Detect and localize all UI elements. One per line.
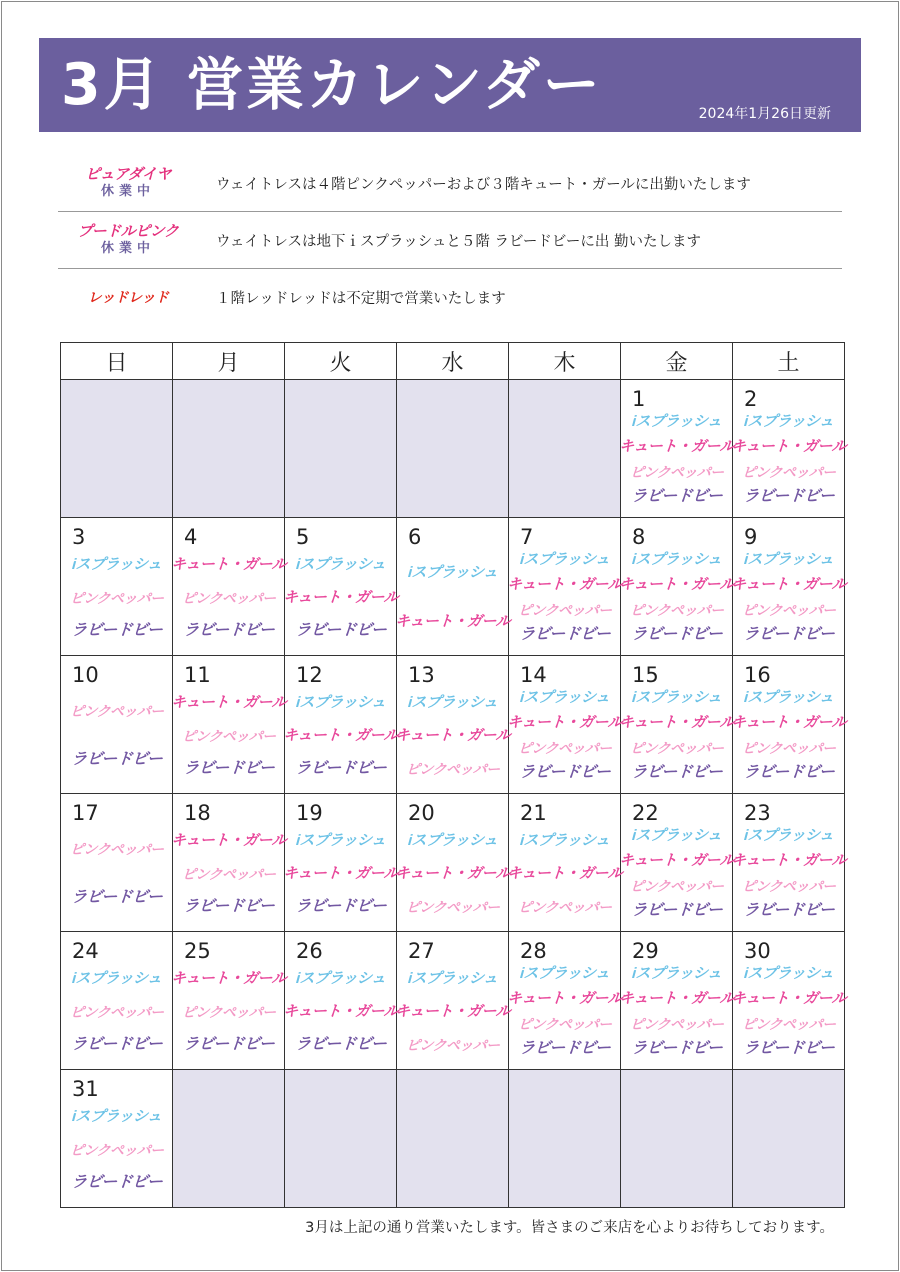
day-number: 15: [632, 663, 659, 687]
shop-label-cute: キュート・ガール: [618, 714, 735, 732]
day-number: 23: [744, 801, 771, 825]
open-shops: [282, 686, 399, 785]
shop-label-splash: iスプラッシュ: [295, 555, 386, 573]
shop-label-rabbi: ラビードビー: [518, 1039, 611, 1057]
day-cell: [61, 932, 173, 1070]
open-shops: [618, 410, 735, 509]
day-cell: [730, 380, 847, 518]
open-shops: [394, 962, 511, 1061]
shop-label-cute: キュート・ガール: [170, 831, 287, 849]
day-cell: [618, 794, 735, 932]
shop-label-pepper: ピンクペッパー: [517, 898, 612, 915]
day-number: 4: [184, 525, 198, 549]
open-shops: [61, 548, 172, 647]
empty-day-cell: [173, 380, 285, 518]
shop-label-rabbi: ラビードビー: [630, 487, 723, 505]
shop-label-pepper: ピンクペッパー: [181, 1003, 276, 1020]
open-shops: [618, 962, 735, 1061]
shop-label-pepper: ピンクペッパー: [181, 589, 276, 606]
shop-label-splash: iスプラッシュ: [519, 831, 610, 849]
day-cell: [282, 518, 399, 656]
week-row: [61, 932, 845, 1070]
shop-label-cute: キュート・ガール: [730, 438, 847, 456]
shop-label-cute: キュート・ガール: [730, 990, 847, 1008]
shop-label-splash: iスプラッシュ: [407, 969, 498, 987]
open-shops: [506, 548, 623, 647]
day-number: 24: [72, 939, 99, 963]
empty-day-cell: [173, 1070, 285, 1208]
day-number: 29: [632, 939, 659, 963]
day-number: 13: [408, 663, 435, 687]
weekday-sun: 日: [61, 343, 173, 380]
shop-label-splash: iスプラッシュ: [743, 689, 834, 707]
calendar-body: [61, 380, 845, 1208]
open-shops: [618, 548, 735, 647]
day-number: 28: [520, 939, 547, 963]
day-number: 20: [408, 801, 435, 825]
day-number: 16: [744, 663, 771, 687]
shop-label-cute: キュート・ガール: [394, 726, 511, 744]
shop-label-splash: iスプラッシュ: [631, 551, 722, 569]
day-number: 5: [296, 525, 310, 549]
shop-label-splash: iスプラッシュ: [519, 551, 610, 569]
day-cell: [170, 518, 287, 656]
day-cell: [506, 518, 623, 656]
shop-label-pepper: ピンクペッパー: [69, 589, 164, 606]
empty-day-cell: [509, 380, 621, 518]
shop-label-cute: キュート・ガール: [618, 576, 735, 594]
shop-label-splash: iスプラッシュ: [519, 965, 610, 983]
day-number: 7: [520, 525, 534, 549]
day-number: 2: [744, 387, 758, 411]
shop-label-rabbi: ラビードビー: [70, 621, 163, 639]
shop-label-rabbi: ラビードビー: [70, 889, 163, 907]
notice-text: ウェイトレスは地下ｉスプラッシュと５階 ラビードビーに出 勤いたします: [216, 233, 701, 250]
shop-label-cute: キュート・ガール: [170, 693, 287, 711]
open-shops: [170, 548, 287, 647]
empty-day-cell: [509, 1070, 621, 1208]
shop-label-cute: キュート・ガール: [394, 864, 511, 882]
open-shops: [394, 686, 511, 785]
shop-label-rabbi: ラビードビー: [630, 625, 723, 643]
shop-label-rabbi: ラビードビー: [742, 1039, 835, 1057]
shop-label-rabbi: ラビードビー: [70, 1035, 163, 1053]
shop-label-pepper: ピンクペッパー: [517, 601, 612, 618]
day-number: 19: [296, 801, 323, 825]
notice-item: [58, 269, 842, 326]
shop-label-cute: キュート・ガール: [506, 990, 623, 1008]
shop-label-pepper: ピンクペッパー: [405, 760, 500, 777]
day-cell: [618, 656, 735, 794]
logo-status: 休業中: [100, 241, 155, 256]
open-shops: [170, 824, 287, 923]
open-shops: [170, 686, 287, 785]
weekday-sat: 土: [733, 343, 845, 380]
logo-name: ピュアダイヤ: [85, 166, 171, 183]
day-cell: [61, 794, 173, 932]
shop-label-splash: iスプラッシュ: [631, 689, 722, 707]
shop-label-rabbi: ラビードビー: [294, 897, 387, 915]
week-row: [61, 794, 845, 932]
shop-label-cute: キュート・ガール: [506, 714, 623, 732]
updated-date: 2024年1月26日更新: [698, 106, 831, 122]
shop-label-cute: キュート・ガール: [618, 438, 735, 456]
shop-label-cute: キュート・ガール: [506, 864, 623, 882]
day-number: 17: [72, 801, 99, 825]
week-row: [61, 380, 845, 518]
day-cell: [282, 932, 399, 1070]
open-shops: [170, 962, 287, 1061]
empty-day-cell: [733, 1070, 845, 1208]
day-number: 8: [632, 525, 646, 549]
shop-label-cute: キュート・ガール: [282, 1002, 399, 1020]
day-cell: [170, 656, 287, 794]
shop-label-splash: iスプラッシュ: [631, 965, 722, 983]
shop-label-pepper: ピンクペッパー: [181, 727, 276, 744]
shop-label-cute: キュート・ガール: [282, 864, 399, 882]
notice-item: [58, 155, 842, 212]
notice-text: ウェイトレスは４階ピンクペッパーおよび３階キュート・ガールに出勤いたします: [216, 176, 751, 193]
shop-label-splash: iスプラッシュ: [407, 831, 498, 849]
day-number: 14: [520, 663, 547, 687]
weekday-mon: 月: [173, 343, 285, 380]
notice-text: １階レッドレッドは不定期で営業いたします: [216, 291, 506, 307]
shop-label-pepper: ピンクペッパー: [741, 463, 836, 480]
day-cell: [61, 656, 173, 794]
shop-label-cute: キュート・ガール: [506, 576, 623, 594]
open-shops: [730, 824, 847, 923]
day-cell: [506, 656, 623, 794]
shop-label-rabbi: ラビードビー: [70, 751, 163, 769]
open-shops: [730, 548, 847, 647]
header-banner: [39, 38, 861, 132]
day-cell: [506, 932, 623, 1070]
shop-label-pepper: ピンクペッパー: [69, 1141, 164, 1158]
shop-label-splash: iスプラッシュ: [71, 555, 162, 573]
week-row: [61, 656, 845, 794]
shop-label-rabbi: ラビードビー: [518, 763, 611, 781]
shop-label-cute: キュート・ガール: [170, 555, 287, 573]
day-number: 12: [296, 663, 323, 687]
empty-day-cell: [285, 1070, 397, 1208]
shop-label-pepper: ピンクペッパー: [517, 739, 612, 756]
shop-label-rabbi: ラビードビー: [742, 487, 835, 505]
shop-logo-poodlepink: [58, 223, 198, 257]
day-cell: [618, 932, 735, 1070]
empty-day-cell: [621, 1070, 733, 1208]
day-number: 18: [184, 801, 211, 825]
open-shops: [730, 686, 847, 785]
shop-label-splash: iスプラッシュ: [631, 827, 722, 845]
shop-label-pepper: ピンクペッパー: [69, 840, 164, 857]
day-number: 25: [184, 939, 211, 963]
notice-item: [58, 212, 842, 269]
open-shops: [506, 686, 623, 785]
day-number: 6: [408, 525, 422, 549]
day-cell: [394, 932, 511, 1070]
shop-label-rabbi: ラビードビー: [70, 1173, 163, 1191]
shop-label-pepper: ピンクペッパー: [69, 1003, 164, 1020]
shop-label-pepper: ピンクペッパー: [629, 601, 724, 618]
day-cell: [61, 518, 173, 656]
shop-label-splash: iスプラッシュ: [295, 831, 386, 849]
shop-label-cute: キュート・ガール: [394, 1002, 511, 1020]
day-number: 11: [184, 663, 211, 687]
business-calendar: [60, 342, 845, 1208]
shop-label-cute: キュート・ガール: [730, 576, 847, 594]
weekday-fri: 金: [621, 343, 733, 380]
shop-label-pepper: ピンクペッパー: [629, 739, 724, 756]
day-number: 30: [744, 939, 771, 963]
shop-label-cute: キュート・ガール: [730, 852, 847, 870]
shop-label-rabbi: ラビードビー: [742, 763, 835, 781]
empty-day-cell: [285, 380, 397, 518]
shop-label-rabbi: ラビードビー: [294, 759, 387, 777]
shop-label-pepper: ピンクペッパー: [741, 739, 836, 756]
open-shops: [618, 824, 735, 923]
open-shops: [506, 824, 623, 923]
logo-name: レッドレッド: [87, 289, 169, 305]
shop-label-pepper: ピンクペッパー: [405, 898, 500, 915]
shop-label-rabbi: ラビードビー: [182, 1035, 275, 1053]
weekday-tue: 火: [285, 343, 397, 380]
shop-label-pepper: ピンクペッパー: [629, 463, 724, 480]
empty-day-cell: [397, 380, 509, 518]
day-cell: [730, 518, 847, 656]
day-cell: [618, 518, 735, 656]
open-shops: [730, 962, 847, 1061]
day-cell: [730, 656, 847, 794]
shop-label-splash: iスプラッシュ: [519, 689, 610, 707]
open-shops: [282, 548, 399, 647]
empty-day-cell: [397, 1070, 509, 1208]
day-number: 27: [408, 939, 435, 963]
week-row: [61, 1070, 845, 1208]
shop-label-splash: iスプラッシュ: [743, 827, 834, 845]
shop-label-cute: キュート・ガール: [282, 726, 399, 744]
shop-label-splash: iスプラッシュ: [407, 693, 498, 711]
open-shops: [618, 686, 735, 785]
shop-label-splash: iスプラッシュ: [631, 413, 722, 431]
open-shops: [61, 686, 172, 785]
day-number: 1: [632, 387, 646, 411]
shop-label-rabbi: ラビードビー: [630, 901, 723, 919]
weekday-header-row: [61, 343, 845, 380]
shop-label-cute: キュート・ガール: [618, 990, 735, 1008]
shop-label-pepper: ピンクペッパー: [181, 865, 276, 882]
shop-label-rabbi: ラビードビー: [630, 1039, 723, 1057]
shop-label-pepper: ピンクペッパー: [517, 1015, 612, 1032]
shop-label-cute: キュート・ガール: [282, 588, 399, 606]
shop-label-splash: iスプラッシュ: [295, 693, 386, 711]
day-cell: [170, 794, 287, 932]
day-number: 10: [72, 663, 99, 687]
shop-label-rabbi: ラビードビー: [742, 901, 835, 919]
open-shops: [61, 1100, 172, 1199]
notice-list: [58, 155, 842, 326]
shop-label-rabbi: ラビードビー: [182, 759, 275, 777]
shop-label-splash: iスプラッシュ: [71, 969, 162, 987]
shop-label-splash: iスプラッシュ: [743, 551, 834, 569]
day-number: 3: [72, 525, 86, 549]
shop-label-pepper: ピンクペッパー: [405, 1036, 500, 1053]
shop-label-pepper: ピンクペッパー: [69, 702, 164, 719]
shop-label-pepper: ピンクペッパー: [629, 877, 724, 894]
weekday-thu: 木: [509, 343, 621, 380]
shop-label-rabbi: ラビードビー: [182, 897, 275, 915]
shop-label-cute: キュート・ガール: [394, 613, 511, 631]
weekday-wed: 水: [397, 343, 509, 380]
shop-label-pepper: ピンクペッパー: [741, 601, 836, 618]
day-number: 31: [72, 1077, 99, 1101]
day-number: 26: [296, 939, 323, 963]
shop-logo-redred: [58, 289, 198, 306]
shop-label-splash: iスプラッシュ: [743, 965, 834, 983]
open-shops: [61, 962, 172, 1061]
day-number: 21: [520, 801, 547, 825]
day-cell: [282, 794, 399, 932]
shop-label-pepper: ピンクペッパー: [741, 877, 836, 894]
shop-label-splash: iスプラッシュ: [743, 413, 834, 431]
open-shops: [282, 824, 399, 923]
shop-label-rabbi: ラビードビー: [294, 1035, 387, 1053]
shop-label-pepper: ピンクペッパー: [629, 1015, 724, 1032]
day-cell: [618, 380, 735, 518]
shop-label-cute: キュート・ガール: [730, 714, 847, 732]
page-title: 3月 営業カレンダー: [61, 52, 603, 118]
shop-label-rabbi: ラビードビー: [518, 625, 611, 643]
open-shops: [61, 824, 172, 923]
shop-label-rabbi: ラビードビー: [630, 763, 723, 781]
shop-label-rabbi: ラビードビー: [182, 621, 275, 639]
day-cell: [282, 656, 399, 794]
shop-logo-puredia: [58, 166, 198, 200]
empty-day-cell: [61, 380, 173, 518]
day-cell: [394, 518, 511, 656]
footer-note: 3月は上記の通り営業いたします。皆さまのご来店を心よりお待ちしております。: [305, 1220, 834, 1236]
week-row: [61, 518, 845, 656]
logo-name: プードルピンク: [77, 223, 179, 240]
shop-label-splash: iスプラッシュ: [407, 563, 498, 581]
shop-label-pepper: ピンクペッパー: [741, 1015, 836, 1032]
shop-label-cute: キュート・ガール: [618, 852, 735, 870]
shop-label-cute: キュート・ガール: [170, 969, 287, 987]
logo-status: 休業中: [100, 184, 155, 199]
open-shops: [282, 962, 399, 1061]
shop-label-splash: iスプラッシュ: [71, 1107, 162, 1125]
shop-label-rabbi: ラビードビー: [742, 625, 835, 643]
open-shops: [394, 548, 511, 647]
day-cell: [394, 656, 511, 794]
day-number: 9: [744, 525, 758, 549]
day-cell: [394, 794, 511, 932]
day-number: 22: [632, 801, 659, 825]
open-shops: [394, 824, 511, 923]
shop-label-rabbi: ラビードビー: [294, 621, 387, 639]
shop-label-splash: iスプラッシュ: [295, 969, 386, 987]
day-cell: [61, 1070, 173, 1208]
day-cell: [170, 932, 287, 1070]
open-shops: [506, 962, 623, 1061]
day-cell: [730, 932, 847, 1070]
day-cell: [506, 794, 623, 932]
day-cell: [730, 794, 847, 932]
open-shops: [730, 410, 847, 509]
